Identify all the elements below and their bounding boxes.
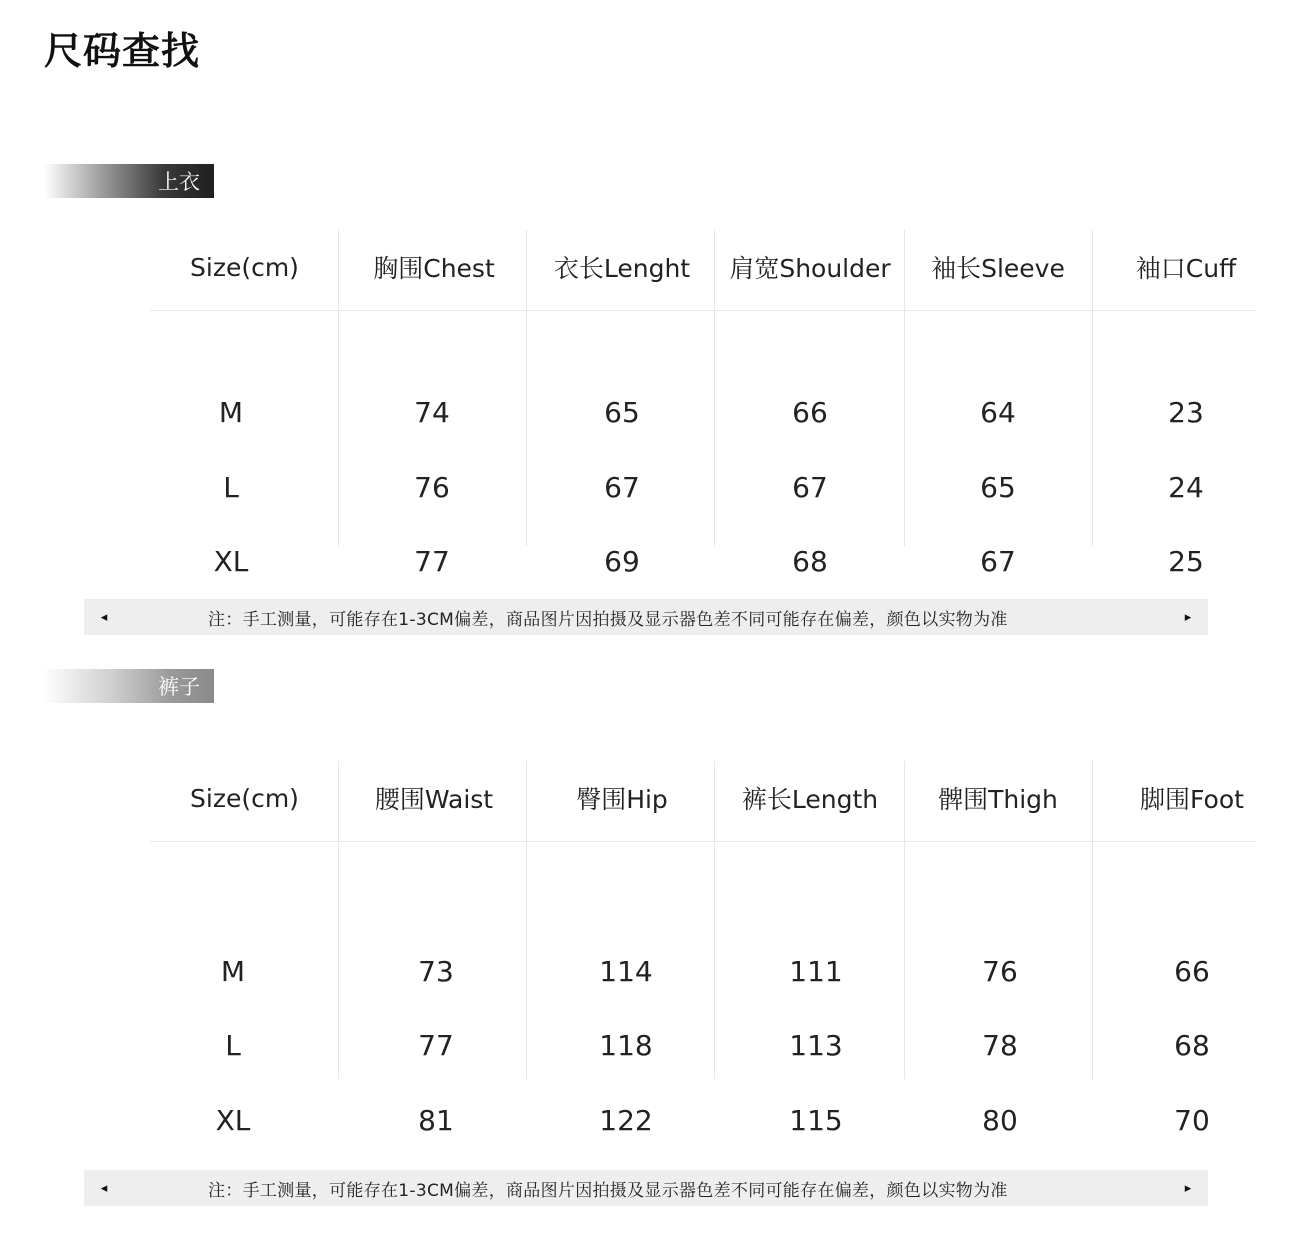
size-cell: L [223,470,239,504]
note-text: 注：手工测量，可能存在1-3CM偏差，商品图片因拍摄及显示器色差不同可能存在偏差，颜色以实物为准 [208,1180,1008,1201]
value-cell: 65 [604,395,640,429]
page-title: 尺码查找 [44,29,201,73]
value-cell: 69 [604,544,640,578]
table-row [150,1090,1256,1150]
column-header: 臀围Hip [576,785,668,814]
value-cell: 76 [982,954,1018,988]
value-cell: 78 [982,1028,1018,1062]
column-header: 胸围Chest [373,254,495,283]
section-tag-pants: 裤子 [44,669,214,703]
column-header: 袖长Sleeve [931,254,1065,283]
value-cell: 70 [1174,1103,1210,1137]
value-cell: 115 [789,1103,843,1137]
value-cell: 81 [418,1103,454,1137]
column-header: 腰围Waist [374,785,494,814]
section-tag-tops: 上衣 [44,164,214,198]
value-cell: 77 [414,544,450,578]
value-cell: 64 [980,395,1016,429]
column-header: 髀围Thigh [938,785,1058,814]
value-cell: 118 [599,1028,653,1062]
value-cell: 67 [980,544,1016,578]
value-cell: 113 [789,1028,843,1062]
value-cell: 77 [418,1028,454,1062]
column-header: 肩宽Shoulder [729,254,891,283]
value-cell: 76 [414,470,450,504]
value-cell: 67 [604,470,640,504]
table-row [150,941,1256,1001]
value-cell: 25 [1168,544,1204,578]
table-row [150,457,1256,517]
size-cell: L [225,1028,241,1062]
size-cell: M [220,954,246,988]
table-row [150,1015,1256,1075]
value-cell: 67 [792,470,828,504]
value-cell: 122 [599,1103,653,1137]
column-header: 裤长Length [741,785,879,814]
note-bar [84,1170,1208,1206]
value-cell: 80 [982,1103,1018,1137]
size-table-pants [150,755,1256,1137]
table-row [150,382,1256,442]
value-cell: 114 [599,954,653,988]
table-header [150,224,1256,311]
table-header [150,755,1256,842]
value-cell: 111 [789,954,843,988]
value-cell: 68 [1174,1028,1210,1062]
value-cell: 66 [792,395,828,429]
value-cell: 65 [980,470,1016,504]
value-cell: 74 [414,395,450,429]
column-header: 衣长Lenght [553,254,691,283]
size-cell: XL [215,1103,251,1137]
scroll-right-icon[interactable]: ▸ [1184,1180,1192,1196]
size-cell: XL [213,544,249,578]
scroll-right-icon[interactable]: ▸ [1184,609,1192,625]
size-cell: M [218,395,244,429]
value-cell: 24 [1168,470,1204,504]
value-cell: 68 [792,544,828,578]
column-header: 袖口Cuff [1135,254,1237,283]
column-header: Size(cm) [190,783,299,813]
size-table-tops [150,224,1256,578]
note-text: 注：手工测量，可能存在1-3CM偏差，商品图片因拍摄及显示器色差不同可能存在偏差，颜色以实物为准 [208,609,1008,630]
column-header: 脚围Foot [1140,785,1244,814]
scroll-left-icon[interactable]: ◂ [100,609,108,625]
table-row [150,531,1256,591]
note-bar [84,599,1208,635]
value-cell: 66 [1174,954,1210,988]
value-cell: 23 [1168,395,1204,429]
value-cell: 73 [418,954,454,988]
scroll-left-icon[interactable]: ◂ [100,1180,108,1196]
column-header: Size(cm) [190,252,299,282]
